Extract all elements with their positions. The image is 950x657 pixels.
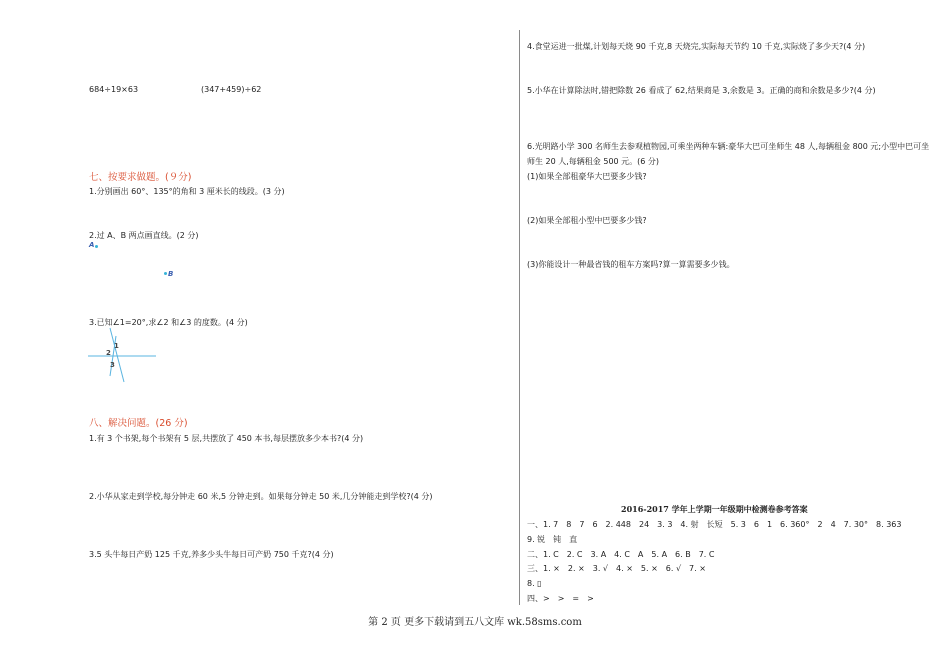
answer-line-6: 四、> > = > xyxy=(527,594,594,603)
question-5: 5.小华在计算除法时,错把除数 26 看成了 62,结果商是 3,余数是 3。正确的商和余数是多少?(4 分) xyxy=(527,86,876,95)
column-divider xyxy=(519,30,520,605)
section-8-title: 八、解决问题。(26 分) xyxy=(89,418,188,429)
section-7-title: 七、按要求做题。(９分) xyxy=(89,172,192,183)
section-8-question-2: 2.小华从家走到学校,每分钟走 60 米,5 分钟走到。如果每分钟走 50 米,几分钟能走到学校?(4 分) xyxy=(89,492,433,501)
angle-1-label: 1 xyxy=(114,342,119,350)
calc-expression-1: 684÷19×63 xyxy=(89,85,139,94)
question-6-sub-2: (2)如果全部租小型中巴要多少钱? xyxy=(527,216,647,225)
angle-3-label: 3 xyxy=(110,361,115,369)
point-b-label: B xyxy=(168,270,174,278)
question-6-sub-1: (1)如果全部租豪华大巴要多少钱? xyxy=(527,172,647,181)
answer-line-5: 8. ▯ xyxy=(527,579,542,588)
angle-figure xyxy=(86,326,158,384)
answer-line-3: 二、1. C 2. C 3. A 4. C A 5. A 6. B 7. C xyxy=(527,550,715,559)
answer-key-title: 2016-2017 学年上学期一年级期中检测卷参考答案 xyxy=(621,504,808,514)
answer-line-2: 9. 锐 钝 直 xyxy=(527,535,578,544)
slanted-line-1 xyxy=(110,328,124,382)
section-7-question-2: 2.过 A、B 两点画直线。(2 分) xyxy=(89,231,199,240)
point-a-marker xyxy=(95,245,98,248)
point-a-label: A xyxy=(89,241,95,249)
question-6-sub-3: (3)你能设计一种最省钱的租车方案吗?算一算需要多少钱。 xyxy=(527,260,735,269)
section-8-question-1: 1.有 3 个书架,每个书架有 5 层,共摆放了 450 本书,每层摆放多少本书?(4 分) xyxy=(89,434,364,443)
page-footer: 第 2 页 更多下载请到五八文库 wk.58sms.com xyxy=(368,617,582,628)
question-6-line-1: 6.光明路小学 300 名师生去参观植物园,可乘坐两种车辆:豪华大巴可坐师生 48 人,每辆租金 800 元;小型中巴可坐 xyxy=(527,142,930,151)
question-6-line-2: 师生 20 人,每辆租金 500 元。(6 分) xyxy=(527,157,660,166)
calc-expression-2: (347+459)÷62 xyxy=(201,85,262,94)
question-4: 4.食堂运进一批煤,计划每天烧 90 千克,8 天烧完,实际每天节约 10 千克,实际烧了多少天?(4 分) xyxy=(527,42,866,51)
angle-2-label: 2 xyxy=(106,349,111,357)
point-b-marker xyxy=(164,272,167,275)
section-8-question-3: 3.5 头牛每日产奶 125 千克,养多少头牛每日可产奶 750 千克?(4 分) xyxy=(89,550,334,559)
answer-line-4: 三、1. × 2. × 3. √ 4. × 5. × 6. √ 7. × xyxy=(527,564,706,573)
section-7-question-3: 3.已知∠1=20°,求∠2 和∠3 的度数。(4 分) xyxy=(89,318,248,327)
section-7-question-1: 1.分别画出 60°、135°的角和 3 厘米长的线段。(3 分) xyxy=(89,187,285,196)
answer-line-1: 一、1. 7 8 7 6 2. 448 24 3. 3 4. 射 长短 5. 3 6 1 6. 360° 2 4 7. 30° 8. 363 xyxy=(527,520,902,529)
